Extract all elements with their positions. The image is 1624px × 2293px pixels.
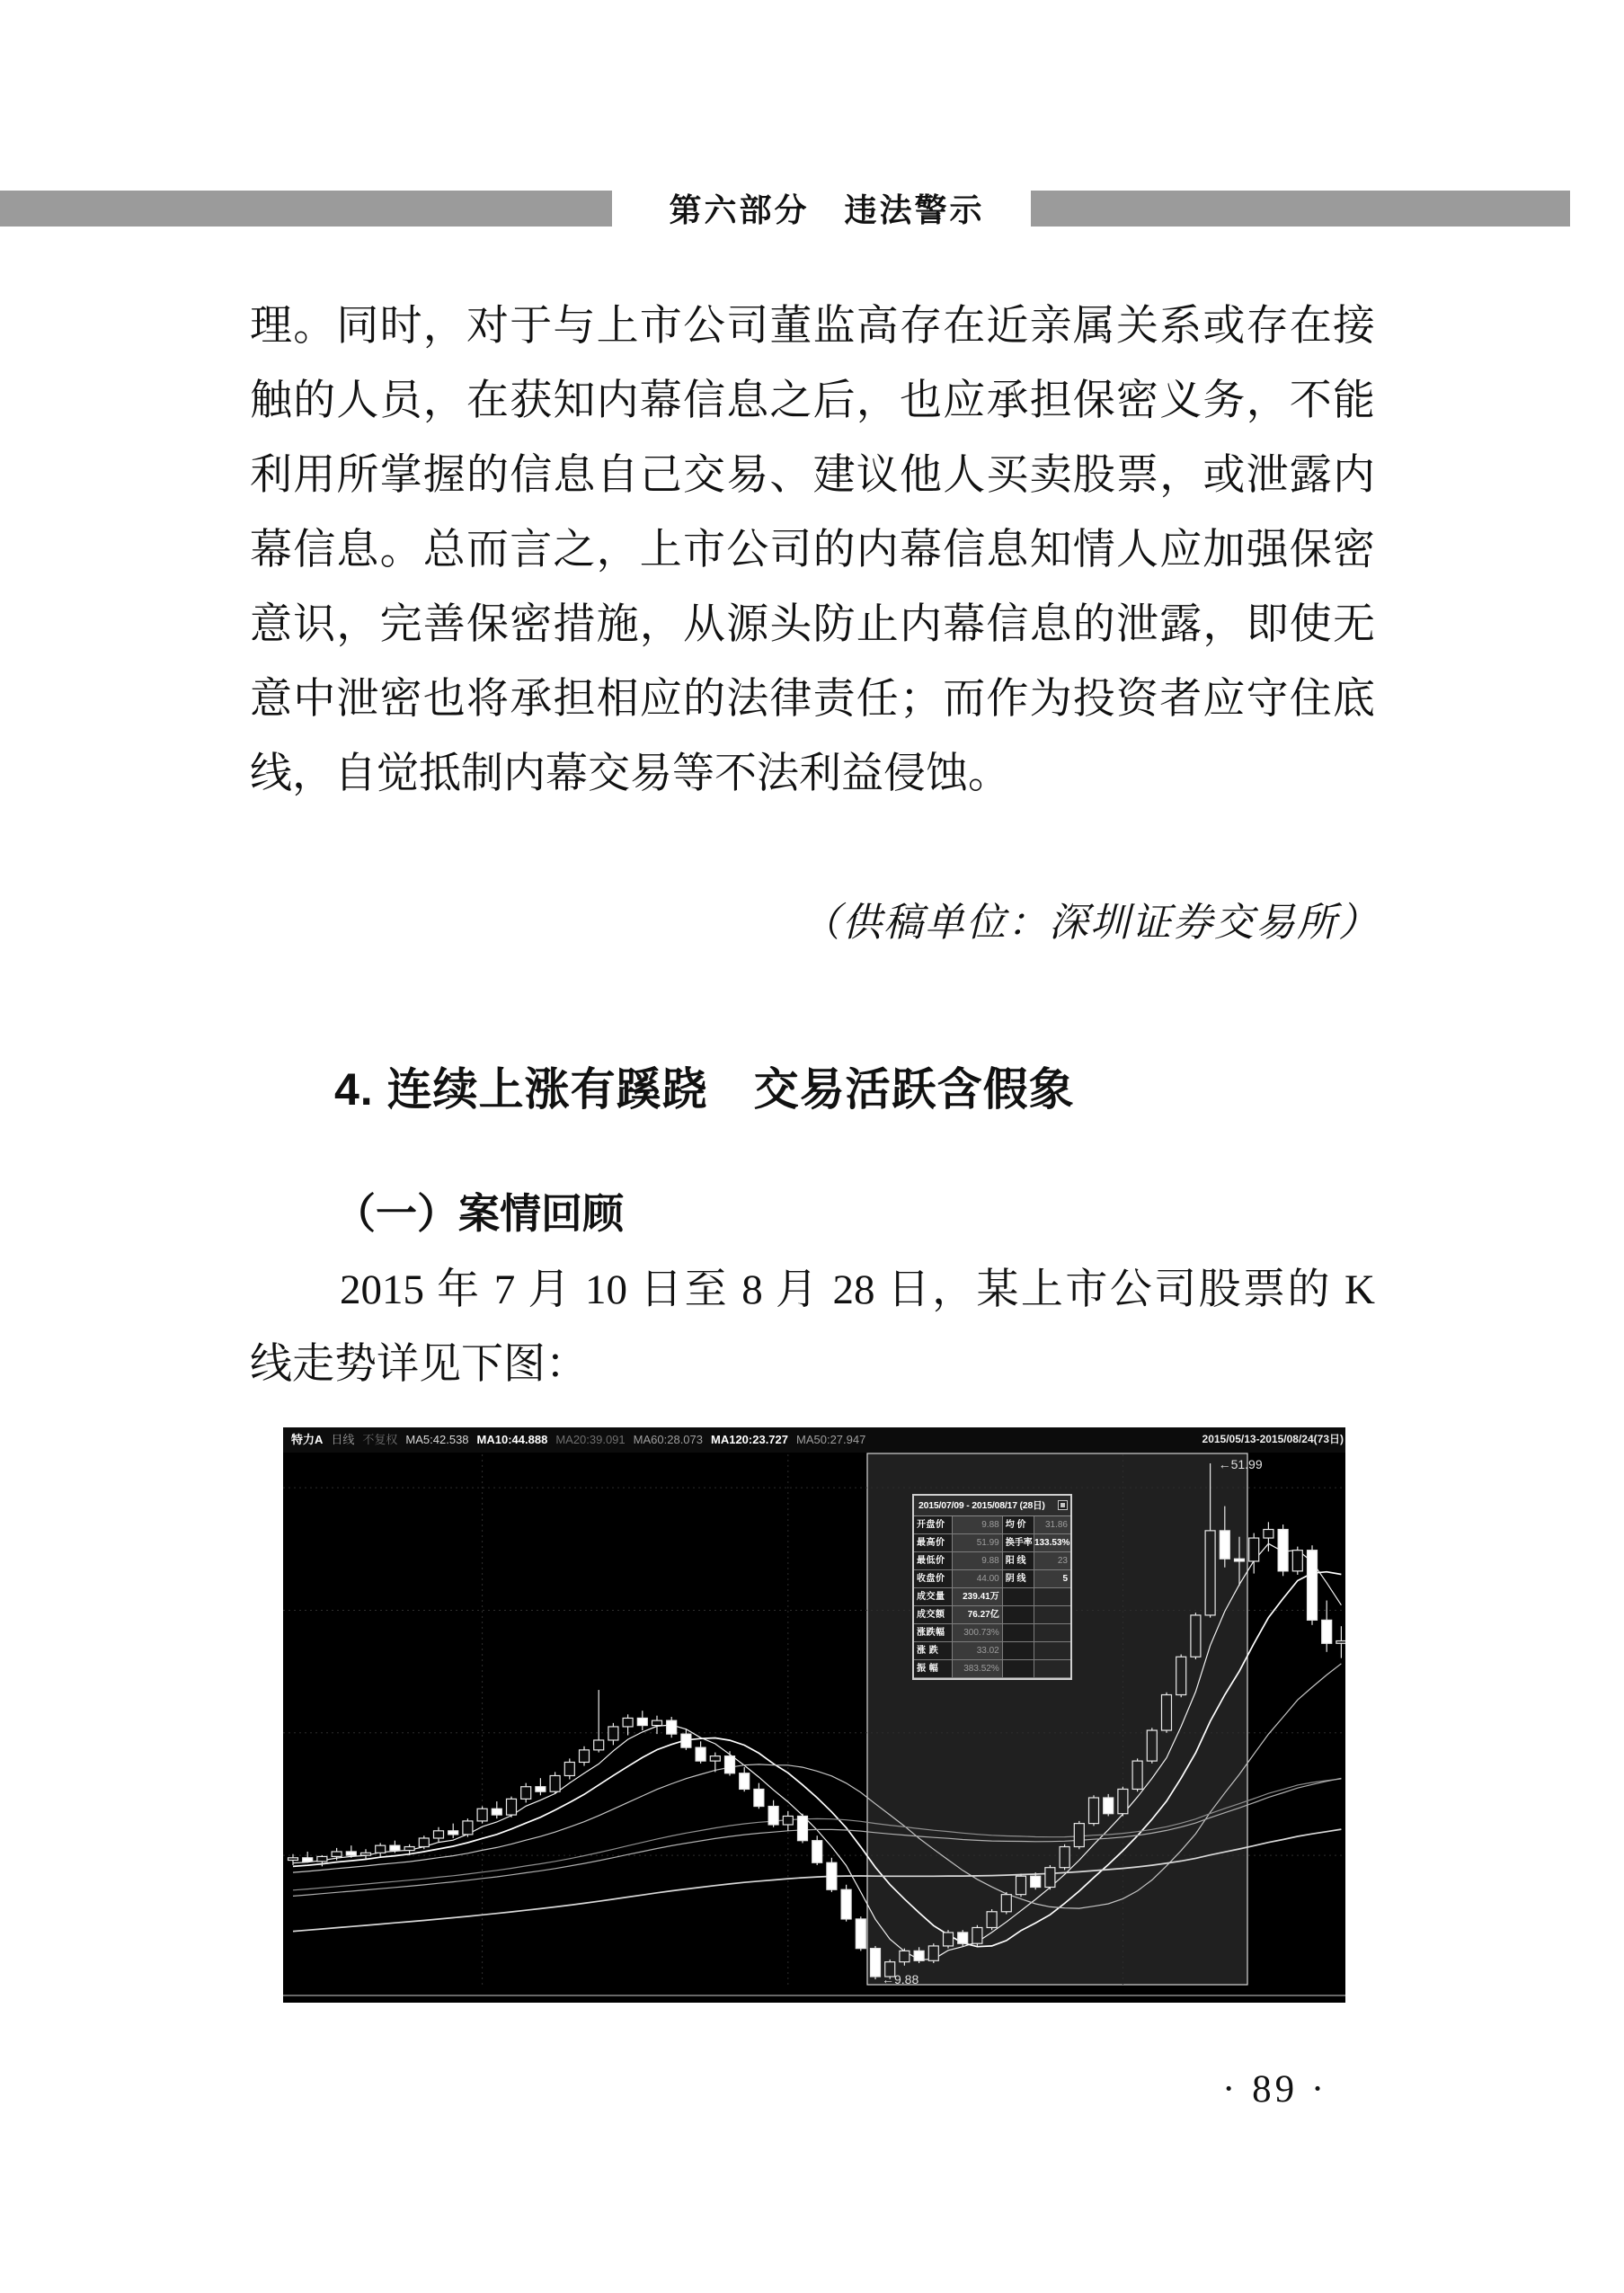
stat-label: 振 幅 [914,1660,953,1678]
body-paragraph [250,289,1375,812]
chart-date-range: 2015/05/13-2015/08/24(73日) [1202,1433,1344,1445]
info-panel-row [914,1552,1070,1570]
candle-up [608,1727,618,1740]
candle-down [1104,1798,1114,1814]
candle-up [404,1847,414,1851]
candle-down [637,1718,647,1725]
candle-up [564,1762,574,1775]
stat-label: 阴 线 [1003,1570,1034,1588]
candle-down [958,1933,968,1943]
info-panel-row [914,1624,1070,1642]
info-panel-row [914,1606,1070,1624]
stat-value: 9.88 [953,1552,1003,1570]
candle-up [1336,1641,1345,1644]
candle-up [1016,1876,1026,1894]
toolbar-segment: MA120:23.727 [711,1433,788,1446]
panel-close-icon [1058,1500,1068,1510]
toolbar-segment: MA10:44.888 [476,1433,548,1446]
candle-up [944,1933,954,1946]
stat-value: 23 [1034,1552,1070,1570]
toolbar-segment: 不复权 [362,1433,398,1446]
candle-up [1089,1798,1099,1824]
candle-up [928,1946,938,1960]
info-panel-titlebar [914,1496,1070,1516]
candle-up [1191,1615,1201,1657]
candle-up [463,1821,473,1835]
stat-label: 最低价 [914,1552,953,1570]
stat-value [1034,1642,1070,1660]
candle-up [594,1740,604,1750]
body-line: 理。同时，对于与上市公司董监高存在近亲属关系或存在接 [250,303,1375,350]
period-info-panel [912,1494,1072,1680]
info-panel-row [914,1642,1070,1660]
candle-up [580,1750,590,1763]
candle-down [740,1773,750,1790]
stat-value: 76.27亿 [953,1606,1003,1624]
running-header-title: 第六部分 违法警示 [669,191,985,228]
candle-down [1278,1530,1288,1571]
candle-up [1176,1657,1186,1694]
candle-up [550,1775,560,1791]
stat-label: 均 价 [1003,1516,1034,1534]
page-number: · 89 · [1222,2068,1328,2111]
stat-label [1003,1588,1034,1606]
subsection-heading: （一）案情回顾 [334,1190,624,1237]
body-line: 幕信息。总而言之，上市公司的内幕信息知情人应加强保密 [250,527,1375,573]
toolbar-segment: MA60:28.073 [633,1433,703,1446]
candle-up [1118,1789,1128,1813]
candle-down [1308,1551,1318,1621]
body-line: 线，自觉抵制内幕交易等不法利益侵蚀。 [250,751,1010,797]
stat-value: 5 [1034,1570,1070,1588]
stat-value: 9.88 [953,1516,1003,1534]
candle-up [1001,1895,1011,1912]
candle-down [914,1951,924,1960]
info-panel-row [914,1660,1070,1678]
stat-label: 最高价 [914,1534,953,1552]
toolbar-segment: 特力A [291,1433,324,1446]
case-line: 2015 年 7 月 10 日至 8 月 28 日，某上市公司股票的 K [340,1266,1375,1313]
candle-down [1322,1620,1332,1643]
candle-up [317,1856,327,1861]
toolbar-segment: MA5:42.538 [405,1433,469,1446]
toolbar-segment: MA50:27.947 [796,1433,866,1446]
candle-up [710,1756,720,1761]
candle-up [972,1927,982,1943]
body-line: 意中泄密也将承担相应的法律责任；而作为投资者应守住底 [250,676,1375,723]
high-price-annotation: ←51.99 [1218,1457,1263,1472]
candle-up [623,1718,633,1727]
stat-label: 成交量 [914,1588,953,1606]
kline-chart-figure [283,1427,1345,2003]
candle-down [798,1816,808,1840]
stat-label [1003,1642,1034,1660]
candle-up [1074,1824,1084,1847]
stat-label [1003,1624,1034,1642]
stat-value: 239.41万 [953,1588,1003,1606]
candle-down [725,1756,735,1773]
stat-value: 133.53% [1034,1534,1070,1552]
info-panel-body [914,1516,1070,1678]
candle-up [987,1912,997,1928]
candle-down [667,1720,677,1734]
candle-down [1031,1876,1041,1887]
candle-up [652,1720,662,1725]
candle-down [841,1889,851,1919]
stat-value [1034,1660,1070,1678]
info-panel-row [914,1588,1070,1606]
candle-down [812,1841,822,1863]
stat-value: 31.86 [1034,1516,1070,1534]
candle-up [1147,1730,1157,1761]
candle-down [768,1807,778,1825]
stat-value: 383.52% [953,1660,1003,1678]
candle-up [419,1838,429,1847]
body-line: 触的人员，在获知内幕信息之后，也应承担保密义务，不能 [250,378,1375,424]
stat-label: 开盘价 [914,1516,953,1534]
header-rule-left [0,191,612,227]
candle-down [536,1787,546,1791]
candle-down [681,1734,691,1747]
candle-up [900,1951,910,1961]
candle-down [448,1831,458,1835]
stat-value [1034,1606,1070,1624]
candle-down [303,1858,313,1862]
stat-label [1003,1660,1034,1678]
toolbar-segment: 日线 [331,1433,355,1446]
candle-up [332,1852,342,1856]
stat-value [1034,1624,1070,1642]
candle-up [376,1845,386,1853]
stat-value: 33.02 [953,1642,1003,1660]
candle-down [827,1862,837,1889]
candle-up [1264,1530,1273,1539]
stat-label: 阳 线 [1003,1552,1034,1570]
stat-value: 44.00 [953,1570,1003,1588]
candle-up [1132,1761,1142,1789]
info-panel-row [914,1534,1070,1552]
candle-up [507,1799,517,1815]
candle-up [477,1809,487,1821]
case-paragraph [250,1254,1375,1403]
candle-up [783,1816,793,1825]
info-panel-row [914,1516,1070,1534]
stat-label: 换手率 [1003,1534,1034,1552]
header-rule-right [1031,191,1570,227]
toolbar-segment: MA20:39.091 [555,1433,626,1446]
chart-toolbar [283,1427,1345,1453]
candle-up [288,1858,298,1861]
case-line: 线走势详见下图： [250,1341,588,1388]
candle-up [1292,1551,1302,1571]
candle-up [521,1787,531,1800]
stat-label: 涨 跌 [914,1642,953,1660]
candle-up [361,1853,371,1855]
info-panel-title: 2015/07/09 - 2015/08/17 (28日) [918,1500,1045,1511]
candle-down [754,1789,764,1806]
body-line: 意识，完善保密措施，从源头防止内幕信息的泄露，即使无 [250,601,1375,648]
candle-up [1205,1531,1215,1615]
candle-down [696,1747,706,1761]
candle-up [1249,1538,1259,1561]
stat-label: 成交额 [914,1606,953,1624]
candle-up [1045,1868,1055,1888]
info-panel-row [914,1570,1070,1588]
candle-up [434,1831,444,1838]
candle-down [346,1852,356,1855]
stat-value [1034,1588,1070,1606]
low-price-annotation: ←9.88 [882,1972,919,1986]
attribution-line: （供稿单位：深圳证券交易所） [801,901,1380,945]
candle-up [1060,1847,1069,1868]
stat-label: 涨跌幅 [914,1624,953,1642]
candle-down [492,1809,501,1815]
stat-value: 51.99 [953,1534,1003,1552]
section-heading: 4. 连续上涨有蹊跷 交易活跃含假象 [334,1064,1075,1115]
body-line: 利用所掌握的信息自己交易、建议他人买卖股票，或泄露内 [250,452,1375,499]
stat-label [1003,1606,1034,1624]
candle-down [1220,1531,1229,1559]
stat-label: 收盘价 [914,1570,953,1588]
candle-down [390,1845,400,1850]
candle-down [856,1919,865,1949]
candle-down [871,1949,881,1977]
stat-value: 300.73% [953,1624,1003,1642]
kline-plot [283,1453,1345,2003]
candle-down [1235,1559,1245,1561]
candle-up [1162,1695,1172,1731]
